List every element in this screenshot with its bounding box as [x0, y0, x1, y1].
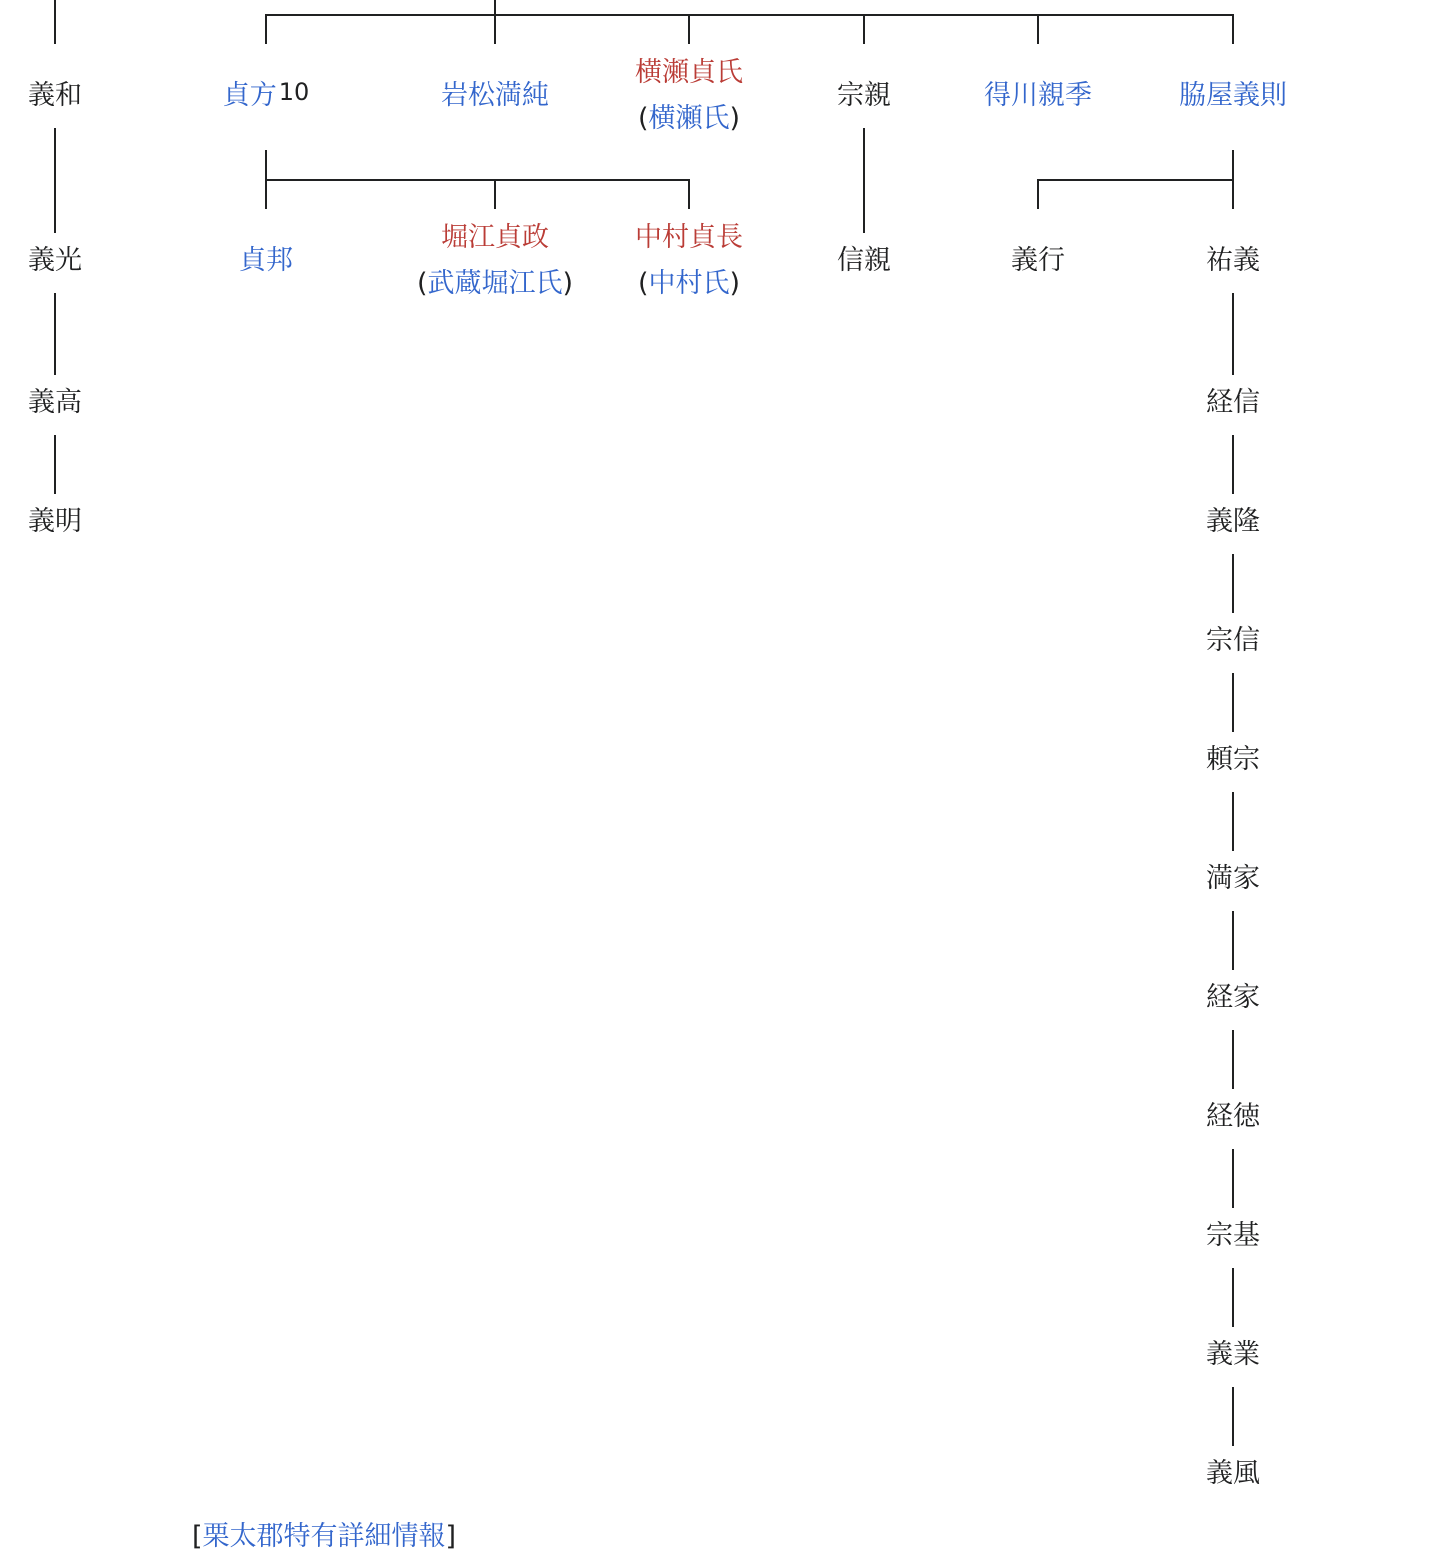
connector-top-drop-iwamatsu_mitsuzumi	[494, 14, 496, 44]
node-label: 義高	[28, 387, 82, 418]
node-superscript: 10	[278, 78, 310, 106]
connector-drop-horie_sadamasa	[494, 179, 496, 209]
connector-tsunenori-munemoto	[1232, 1149, 1234, 1208]
tree-node-horie_sadamasa	[417, 215, 573, 307]
tree-node-yoshiaki	[28, 499, 82, 545]
connector-stem-sadakata	[265, 150, 267, 179]
connector-tsunenobu-yoshitaka2	[1232, 435, 1234, 494]
tree-node-yoshitaka	[28, 380, 82, 426]
connector-drop-nakamura_sadanaga	[688, 179, 690, 209]
node-label[interactable]: 貞邦	[239, 245, 293, 276]
node-label: 頼宗	[1206, 744, 1260, 775]
paren-close: )	[729, 103, 741, 134]
connector-yoshinari-yoshikaze	[1232, 1387, 1234, 1446]
footer-link[interactable]: 栗太郡特有詳細情報	[202, 1521, 446, 1552]
connector-drop-sadakuni	[265, 179, 267, 209]
connector-top-drop-wakiya_yoshinori	[1232, 14, 1234, 44]
paren-open: (	[416, 268, 428, 299]
tree-node-munemoto	[1206, 1213, 1260, 1259]
tree-node-tsuneie	[1206, 975, 1260, 1021]
node-label[interactable]: 脇屋義則	[1179, 80, 1287, 111]
connector-top-drop-yokose_sadauji	[688, 14, 690, 44]
node-label: 堀江貞政	[441, 222, 549, 253]
node-label: 中村貞長	[635, 222, 743, 253]
connector-mitsuie-tsuneie	[1232, 911, 1234, 970]
tree-node-nobuchika	[837, 238, 891, 284]
tree-node-sadakata[interactable]	[223, 73, 310, 119]
node-label: 祐義	[1206, 245, 1260, 276]
connector-sukeyoshi-tsunenobu	[1232, 293, 1234, 375]
node-clan-line	[635, 261, 743, 307]
tree-node-yoshiyuki	[1011, 238, 1065, 284]
node-label: 義隆	[1206, 506, 1260, 537]
tree-node-yoshinari	[1206, 1332, 1260, 1378]
node-clan-link[interactable]: 武蔵堀江氏	[427, 268, 563, 299]
connector-top-drop-munechika	[863, 14, 865, 44]
tree-node-wakiya_yoshinori[interactable]	[1179, 73, 1287, 119]
connector-drop-sukeyoshi	[1232, 179, 1234, 209]
tree-node-munechika	[837, 73, 891, 119]
paren-close: )	[562, 268, 574, 299]
node-label: 義風	[1206, 1458, 1260, 1489]
tree-node-nakamura_sadanaga	[635, 215, 743, 307]
node-label: 横瀬貞氏	[635, 57, 743, 88]
connector-stem-wakiya_yoshinori	[1232, 150, 1234, 179]
tree-node-tokugawa_chikasue[interactable]	[984, 73, 1092, 119]
tree-node-yorimune	[1206, 737, 1260, 783]
footer-bracket-open: [	[192, 1521, 203, 1552]
connector-bar-wakiya_yoshinori	[1037, 179, 1234, 181]
connector-drop-yoshiyuki	[1037, 179, 1039, 209]
node-clan-line	[635, 96, 743, 142]
tree-node-tsunenori	[1206, 1094, 1260, 1140]
tree-node-yoshikaze	[1206, 1451, 1260, 1497]
node-label: 経徳	[1206, 1101, 1260, 1132]
node-clan-link[interactable]: 横瀬氏	[648, 103, 730, 134]
connector-munenobu-yorimune	[1232, 673, 1234, 732]
node-label: 義明	[28, 506, 82, 537]
connector-yoshitaka-yoshiaki	[54, 435, 56, 494]
paren-close: )	[729, 268, 741, 299]
node-label: 義光	[28, 245, 82, 276]
connector-bar-sadakata	[265, 179, 690, 181]
tree-node-yoshimitsu	[28, 238, 82, 284]
connector-top-drop-sadakata	[265, 14, 267, 44]
tree-node-munenobu	[1206, 618, 1260, 664]
connector-yoshimitsu-yoshitaka	[54, 293, 56, 375]
node-clan-line	[417, 261, 573, 307]
node-label[interactable]: 岩松満純	[441, 80, 549, 111]
paren-open: (	[637, 268, 649, 299]
tree-node-tsunenobu	[1206, 380, 1260, 426]
connector-yoshitaka2-munenobu	[1232, 554, 1234, 613]
connector-yorimune-mitsuie	[1232, 792, 1234, 851]
connector-top-bar	[266, 14, 1234, 16]
tree-node-mitsuie	[1206, 856, 1260, 902]
tree-node-sukeyoshi	[1206, 238, 1260, 284]
tree-node-sadakuni[interactable]	[239, 238, 293, 284]
node-label: 経信	[1206, 387, 1260, 418]
footer-link-row	[192, 1514, 456, 1553]
connector-yoshikazu-yoshimitsu	[54, 128, 56, 233]
node-label[interactable]: 得川親季	[984, 80, 1092, 111]
tree-node-yokose_sadauji	[635, 50, 743, 142]
connector-tsuneie-tsunenori	[1232, 1030, 1234, 1089]
connector-top-yoshikazu	[54, 0, 56, 44]
tree-node-yoshitaka2	[1206, 499, 1260, 545]
connector-munemoto-yoshinari	[1232, 1268, 1234, 1327]
tree-node-yoshikazu	[28, 73, 82, 119]
tree-node-iwamatsu_mitsuzumi[interactable]	[441, 73, 549, 119]
connector-munechika-nobuchika	[863, 128, 865, 233]
node-label: 宗信	[1206, 625, 1260, 656]
node-label: 満家	[1206, 863, 1260, 894]
footer-bracket-close: ]	[445, 1521, 457, 1552]
node-label[interactable]: 貞方	[222, 80, 277, 111]
node-label: 宗基	[1206, 1220, 1260, 1251]
node-label: 義行	[1011, 245, 1065, 276]
node-label: 信親	[837, 245, 891, 276]
connector-top-drop-tokugawa_chikasue	[1037, 14, 1039, 44]
paren-open: (	[637, 103, 649, 134]
node-label: 義業	[1206, 1339, 1260, 1370]
node-label: 経家	[1206, 982, 1260, 1013]
node-clan-link[interactable]: 中村氏	[648, 268, 730, 299]
node-label: 宗親	[837, 80, 891, 111]
node-label: 義和	[28, 80, 82, 111]
